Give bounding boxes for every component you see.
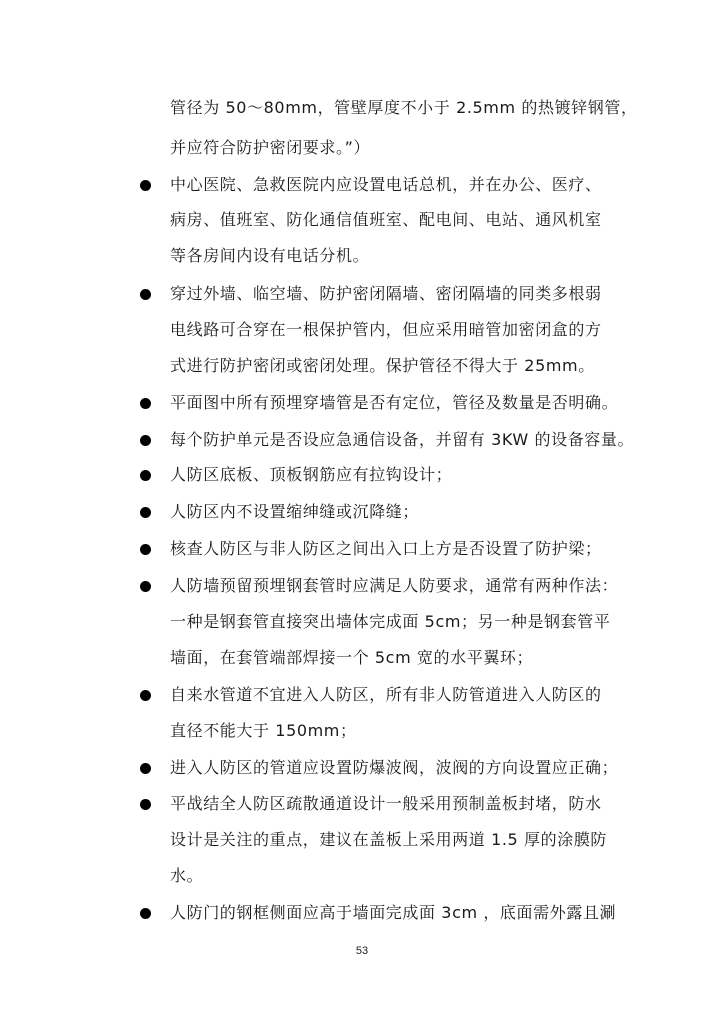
text-line: 人防门的钢框侧面应高于墙面完成面 3cm ，底面需外露且涮 (170, 903, 617, 922)
bullet-icon (140, 763, 151, 774)
bullet-icon (140, 289, 151, 300)
text-line: 水。 (170, 866, 204, 885)
bullet-icon (140, 799, 151, 810)
text-line: 自来水管道不宜进入人防区，所有非人防管道进入人防区的 (170, 685, 602, 704)
bullet-icon (140, 507, 151, 518)
text-line: 每个防护单元是否设应急通信设备，并留有 3KW 的设备容量。 (170, 430, 635, 449)
bullet-icon (140, 690, 151, 701)
text-line: 墙面，在套管端部焊接一个 5cm 宽的水平翼环； (170, 648, 534, 667)
text-line: 设计是关注的重点，建议在盖板上采用两道 1.5 厚的涂膜防 (170, 830, 608, 849)
text-line: 平面图中所有预埋穿墙管是否有定位，管径及数量是否明确。 (170, 393, 619, 412)
page-number: 53 (355, 945, 369, 957)
bullet-icon (140, 398, 151, 409)
text-line: 人防区底板、顶板钢筋应有拉钩设计； (170, 465, 453, 484)
bullet-icon (140, 435, 151, 446)
text-line: 人防墙预留预埋钢套管时应满足人防要求，通常有两种作法： (170, 576, 619, 595)
text-line: 电线路可合穿在一根保护管内，但应采用暗管加密闭盒的方 (170, 320, 602, 339)
text-line: 穿过外墙、临空墙、防护密闭隔墙、密闭隔墙的同类多根弱 (170, 284, 602, 303)
text-line: 一种是钢套管直接突出墙体完成面 5cm；另一种是钢套管平 (170, 612, 611, 631)
bullet-icon (140, 908, 151, 919)
text-line: 中心医院、急救医院内应设置电话总机，并在办公、医疗、 (170, 175, 602, 194)
bullet-icon (140, 470, 151, 481)
text-line: 平战结全人防区疏散通道设计一般采用预制盖板封堵，防水 (170, 794, 602, 813)
bullet-icon (140, 544, 151, 555)
text-line: 人防区内不设置缩绅缝或沉降缝； (170, 502, 420, 521)
text-line: 病房、值班室、防化通信值班室、配电间、电站、通风机室 (170, 210, 602, 229)
text-line: 并应符合防护密闭要求。”） (170, 138, 371, 157)
text-line: 核查人防区与非人防区之间出入口上方是否设置了防护梁； (170, 539, 602, 558)
text-line: 直径不能大于 150mm； (170, 721, 357, 740)
text-line: 管径为 50～80mm，管壁厚度不小于 2.5mm 的热镀锌钢管， (170, 98, 638, 117)
text-line: 式进行防护密闭或密闭处理。保护管径不得大于 25mm。 (170, 356, 595, 375)
bullet-icon (140, 180, 151, 191)
text-line: 等各房间内设有电话分机。 (170, 246, 370, 265)
bullet-icon (140, 581, 151, 592)
text-line: 进入人防区的管道应设置防爆波阀，波阀的方向设置应正确； (170, 758, 619, 777)
